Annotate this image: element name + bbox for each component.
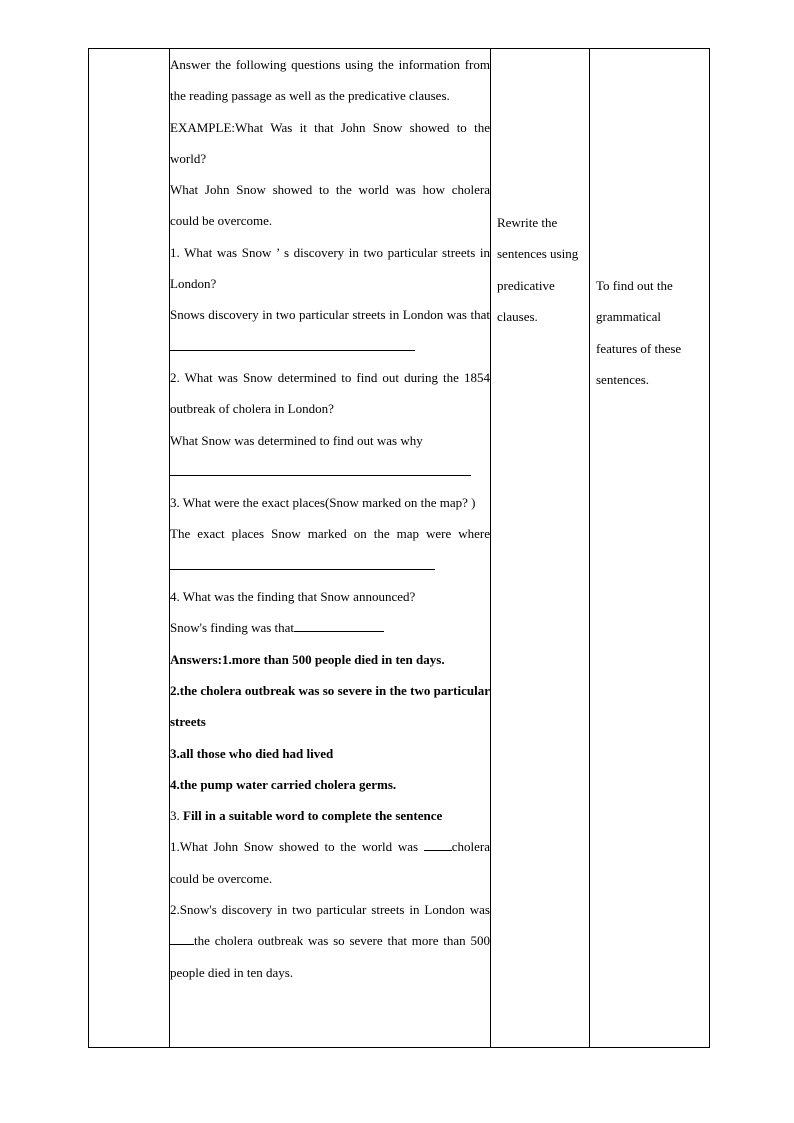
- answers-line-1: Answers:1.more than 500 people died in ten days.: [170, 651, 445, 667]
- fill-text: 1.What John Snow showed to the world was: [170, 839, 419, 855]
- purpose-cell: [590, 49, 710, 1048]
- fill-text: cholera could be overcome.: [170, 839, 491, 886]
- answer-stem-2: What Snow was determined to find out was why: [170, 432, 423, 448]
- fill-heading-number: 3.: [170, 808, 180, 824]
- fill-blank[interactable]: [424, 838, 452, 851]
- stem-text: Snows discovery in two particular streets in London was that: [170, 307, 490, 323]
- fill-heading-text: Fill in a suitable word to complete the sentence: [183, 808, 443, 824]
- example-question: EXAMPLE:What Was it that John Snow showed to the world?: [170, 119, 490, 166]
- fill-blank[interactable]: [170, 932, 194, 945]
- stem-text: Snow's finding was that: [170, 620, 295, 636]
- answer-blank[interactable]: [170, 557, 435, 570]
- answers-line-3: 3.all those who died had lived: [170, 745, 334, 761]
- stem-text: The exact places Snow marked on the map were where: [170, 526, 490, 542]
- answer-stem-4: [170, 612, 490, 643]
- fill-text: 2.Snow's discovery in two particular streets in London was: [170, 902, 490, 918]
- answer-stem-1: [170, 299, 490, 362]
- instruction-text: Answer the following questions using the information from the reading passage as well as the predicative clauses.: [170, 57, 490, 104]
- answer-blank-line-2: [170, 456, 490, 487]
- question-4: 4. What was the finding that Snow announced?: [170, 589, 416, 605]
- empty-step-cell: [89, 49, 170, 1048]
- answer-stem-3: [170, 518, 490, 581]
- answer-blank[interactable]: [170, 338, 415, 351]
- student-activity-text: Rewrite the sentences using predicative clauses.: [497, 215, 579, 324]
- example-answer: What John Snow showed to the world was how cholera could be overcome.: [170, 182, 490, 229]
- question-2: 2. What was Snow determined to find out during the 1854 outbreak of cholera in London?: [170, 369, 490, 417]
- answers-line-2: 2.the cholera outbreak was so severe in the two particular streets: [170, 682, 490, 730]
- answer-blank[interactable]: [294, 619, 384, 632]
- fill-sentence-2: [170, 894, 490, 988]
- lesson-table: [88, 48, 710, 1048]
- purpose-text: To find out the grammatical features of these sentences.: [596, 278, 682, 387]
- fill-sentence-1: [170, 831, 490, 894]
- fill-heading: [170, 800, 490, 831]
- answers-line-4: 4.the pump water carried cholera germs.: [170, 776, 397, 792]
- table-row: [89, 49, 710, 1048]
- student-activity-cell: [491, 49, 590, 1048]
- question-3: 3. What were the exact places(Snow marked on the map? ): [170, 495, 476, 511]
- question-1: 1. What was Snow ’ s discovery in two particular streets in London?: [170, 244, 490, 292]
- answer-blank[interactable]: [170, 463, 471, 476]
- activity-content-cell: [170, 49, 491, 1048]
- fill-text: the cholera outbreak was so severe that more than 500 people died in ten days.: [170, 933, 490, 980]
